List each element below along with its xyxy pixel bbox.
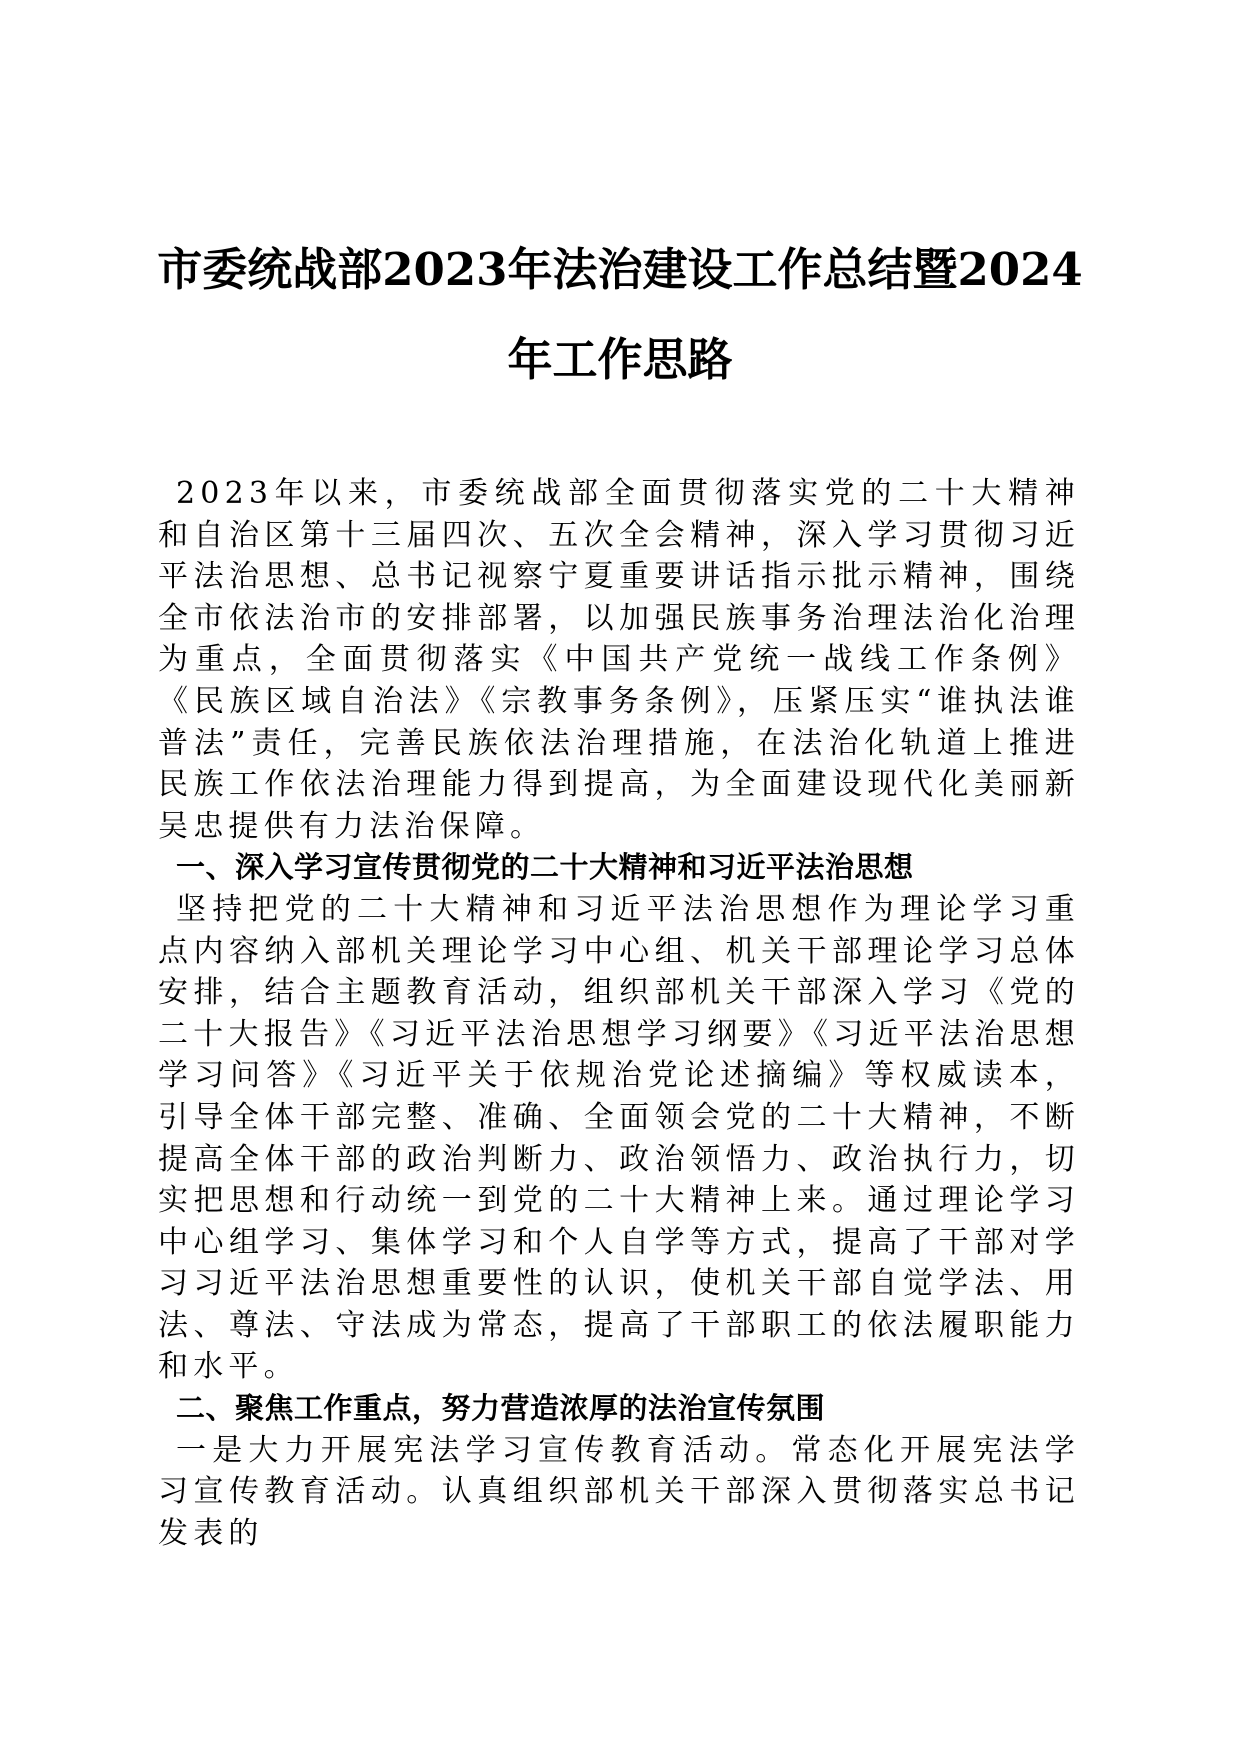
section-1-paragraph: 坚持把党的二十大精神和习近平法治思想作为理论学习重点内容纳入部机关理论学习中心组、机关干部理论学习总体安排，结合主题教育活动，组织部机关干部深入学习《党的二十大报告》《习近平法治思想学习纲要》《习近平法治思想学习问答》《习近平关于依规治党论述摘编》等权威读本，引导全体干部完整、准确、全面领会党的二十大精神，不断提高全体干部的政治判断力、政治领悟力、政治执行力，切实把思想和行动统一到党的二十大精神上来。通过理论学习中心组学习、集体学习和个人自学等方式，提高了干部对学习习近平法治思想重要性的认识，使机关干部自觉学法、用法、尊法、守法成为常态，提高了干部职工的依法履职能力和水平。 bbox=[158, 891, 1080, 1385]
section-1-heading: 一、深入学习宣传贯彻党的二十大精神和习近平法治思想 bbox=[176, 850, 914, 885]
section-2-paragraph: 一是大力开展宪法学习宣传教育活动。常态化开展宪法学习宣传教育活动。认真组织部机关干部深入贯彻落实总书记发表的 bbox=[158, 1432, 1080, 1551]
intro-paragraph: 2023年以来，市委统战部全面贯彻落实党的二十大精神和自治区第十三届四次、五次全会精神，深入学习贯彻习近平法治思想、总书记视察宁夏重要讲话指示批示精神，围绕全市依法治市的安排部署，以加强民族事务治理法治化治理为重点，全面贯彻落实《中国共产党统一战线工作条例》《民族区域自治法》《宗教事务条例》，压紧压实“谁执法谁普法”责任，完善民族依法治理措施，在法治化轨道上推进民族工作依法治理能力得到提高，为全面建设现代化美丽新吴忠提供有力法治保障。 bbox=[158, 476, 1080, 844]
document-body bbox=[158, 473, 1080, 1554]
document-title: 市委统战部2023年法治建设工作总结暨2024年工作思路 bbox=[157, 243, 1083, 386]
section-2-heading: 二、聚焦工作重点，努力营造浓厚的法治宣传氛围 bbox=[176, 1391, 826, 1426]
